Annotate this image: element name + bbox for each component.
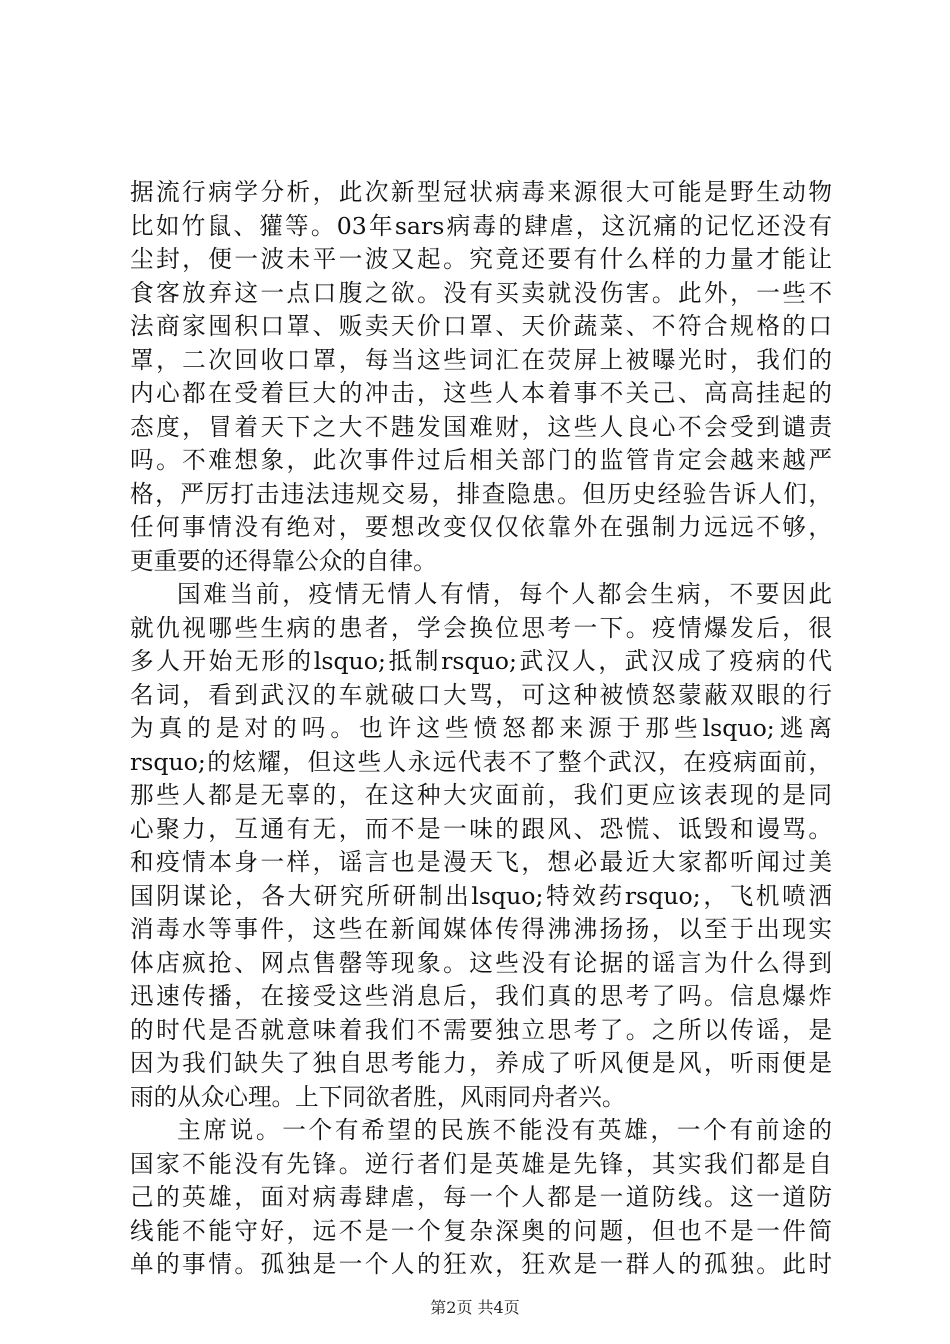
text-line: 罩，二次回收口罩，每当这些词汇在荧屏上被曝光时，我们的 — [130, 345, 832, 374]
text-line: 的时代是否就意味着我们不需要独立思考了。之所以传谣，是 — [130, 1015, 832, 1044]
text-line: 那些人都是无辜的，在这种大灾面前，我们更应该表现的是同 — [130, 781, 832, 809]
text-line: 线能不能守好，远不是一个复杂深奥的问题，但也不是一件简 — [130, 1216, 832, 1245]
text-line: 为真的是对的吗。也许这些愤怒都来源于那些lsquo;逃离 — [130, 714, 832, 742]
paragraph-first-line: 国难当前，疫情无情人有情，每个人都会生病，不要因此 — [177, 580, 832, 608]
text-line: 吗。不难想象，此次事件过后相关部门的监管肯定会越来越严 — [130, 446, 832, 474]
page-number-footer: 第2页 共4页 — [430, 1298, 520, 1317]
text-line: 据流行病学分析，此次新型冠状病毒来源很大可能是野生动物 — [130, 178, 832, 206]
text-line: 单的事情。孤独是一个人的狂欢，狂欢是一群人的孤独。此时 — [130, 1250, 832, 1278]
text-line: 己的英雄，面对病毒肆虐，每一个人都是一道防线。这一道防 — [130, 1183, 832, 1211]
text-line: 体店疯抢、网点售罄等现象。这些没有论据的谣言为什么得到 — [130, 948, 832, 977]
text-line: 格，严厉打击违法违规交易，排查隐患。但历史经验告诉人们， — [130, 479, 832, 508]
text-line: rsquo;的炫耀，但这些人永远代表不了整个武汉，在疫病面前， — [130, 747, 832, 776]
text-line: 内心都在受着巨大的冲击，这些人本着事不关己、高高挂起的 — [130, 379, 832, 407]
text-line: 多人开始无形的lsquo;抵制rsquo;武汉人，武汉成了疫病的代 — [130, 647, 832, 675]
text-line: 消毒水等事件，这些在新闻媒体传得沸沸扬扬，以至于出现实 — [130, 915, 832, 943]
text-line: 因为我们缺失了独自思考能力，养成了听风便是风，听雨便是 — [130, 1049, 832, 1077]
text-line: 国家不能没有先锋。逆行者们是英雄是先锋，其实我们都是自 — [130, 1149, 832, 1178]
text-line: 国阴谋论，各大研究所研制出lsquo;特效药rsquo;，飞机喷洒 — [130, 881, 832, 910]
text-line: 态度，冒着天下之大不韪发国难财，这些人良心不会受到谴责 — [130, 412, 832, 441]
text-line: 更重要的还得靠公众的自律。 — [130, 546, 437, 575]
text-line: 比如竹鼠、獾等。03年sars病毒的肆虐，这沉痛的记忆还没有 — [130, 211, 832, 240]
text-line: 尘封，便一波未平一波又起。究竟还要有什么样的力量才能让 — [130, 245, 832, 273]
text-line: 任何事情没有绝对，要想改变仅仅依靠外在强制力远远不够， — [130, 513, 832, 541]
text-line: 雨的从众心理。上下同欲者胜，风雨同舟者兴。 — [130, 1082, 626, 1111]
text-line: 迅速传播，在接受这些消息后，我们真的思考了吗。信息爆炸 — [130, 982, 832, 1010]
text-line: 名词，看到武汉的车就破口大骂，可这种被愤怒蒙蔽双眼的行 — [130, 680, 832, 709]
text-line: 法商家囤积口罩、贩卖天价口罩、天价蔬菜、不符合规格的口 — [130, 312, 832, 340]
body-text — [130, 176, 832, 1282]
text-line: 和疫情本身一样，谣言也是漫天飞，想必最近大家都听闻过美 — [130, 848, 832, 876]
text-line: 心聚力，互通有无，而不是一味的跟风、恐慌、诋毁和谩骂。 — [130, 814, 832, 843]
text-line: 就仇视哪些生病的患者，学会换位思考一下。疫情爆发后，很 — [130, 613, 832, 642]
text-line: 食客放弃这一点口腹之欲。没有买卖就没伤害。此外，一些不 — [130, 278, 832, 307]
paragraph-first-line: 主席说。一个有希望的民族不能没有英雄，一个有前途的 — [177, 1116, 832, 1144]
